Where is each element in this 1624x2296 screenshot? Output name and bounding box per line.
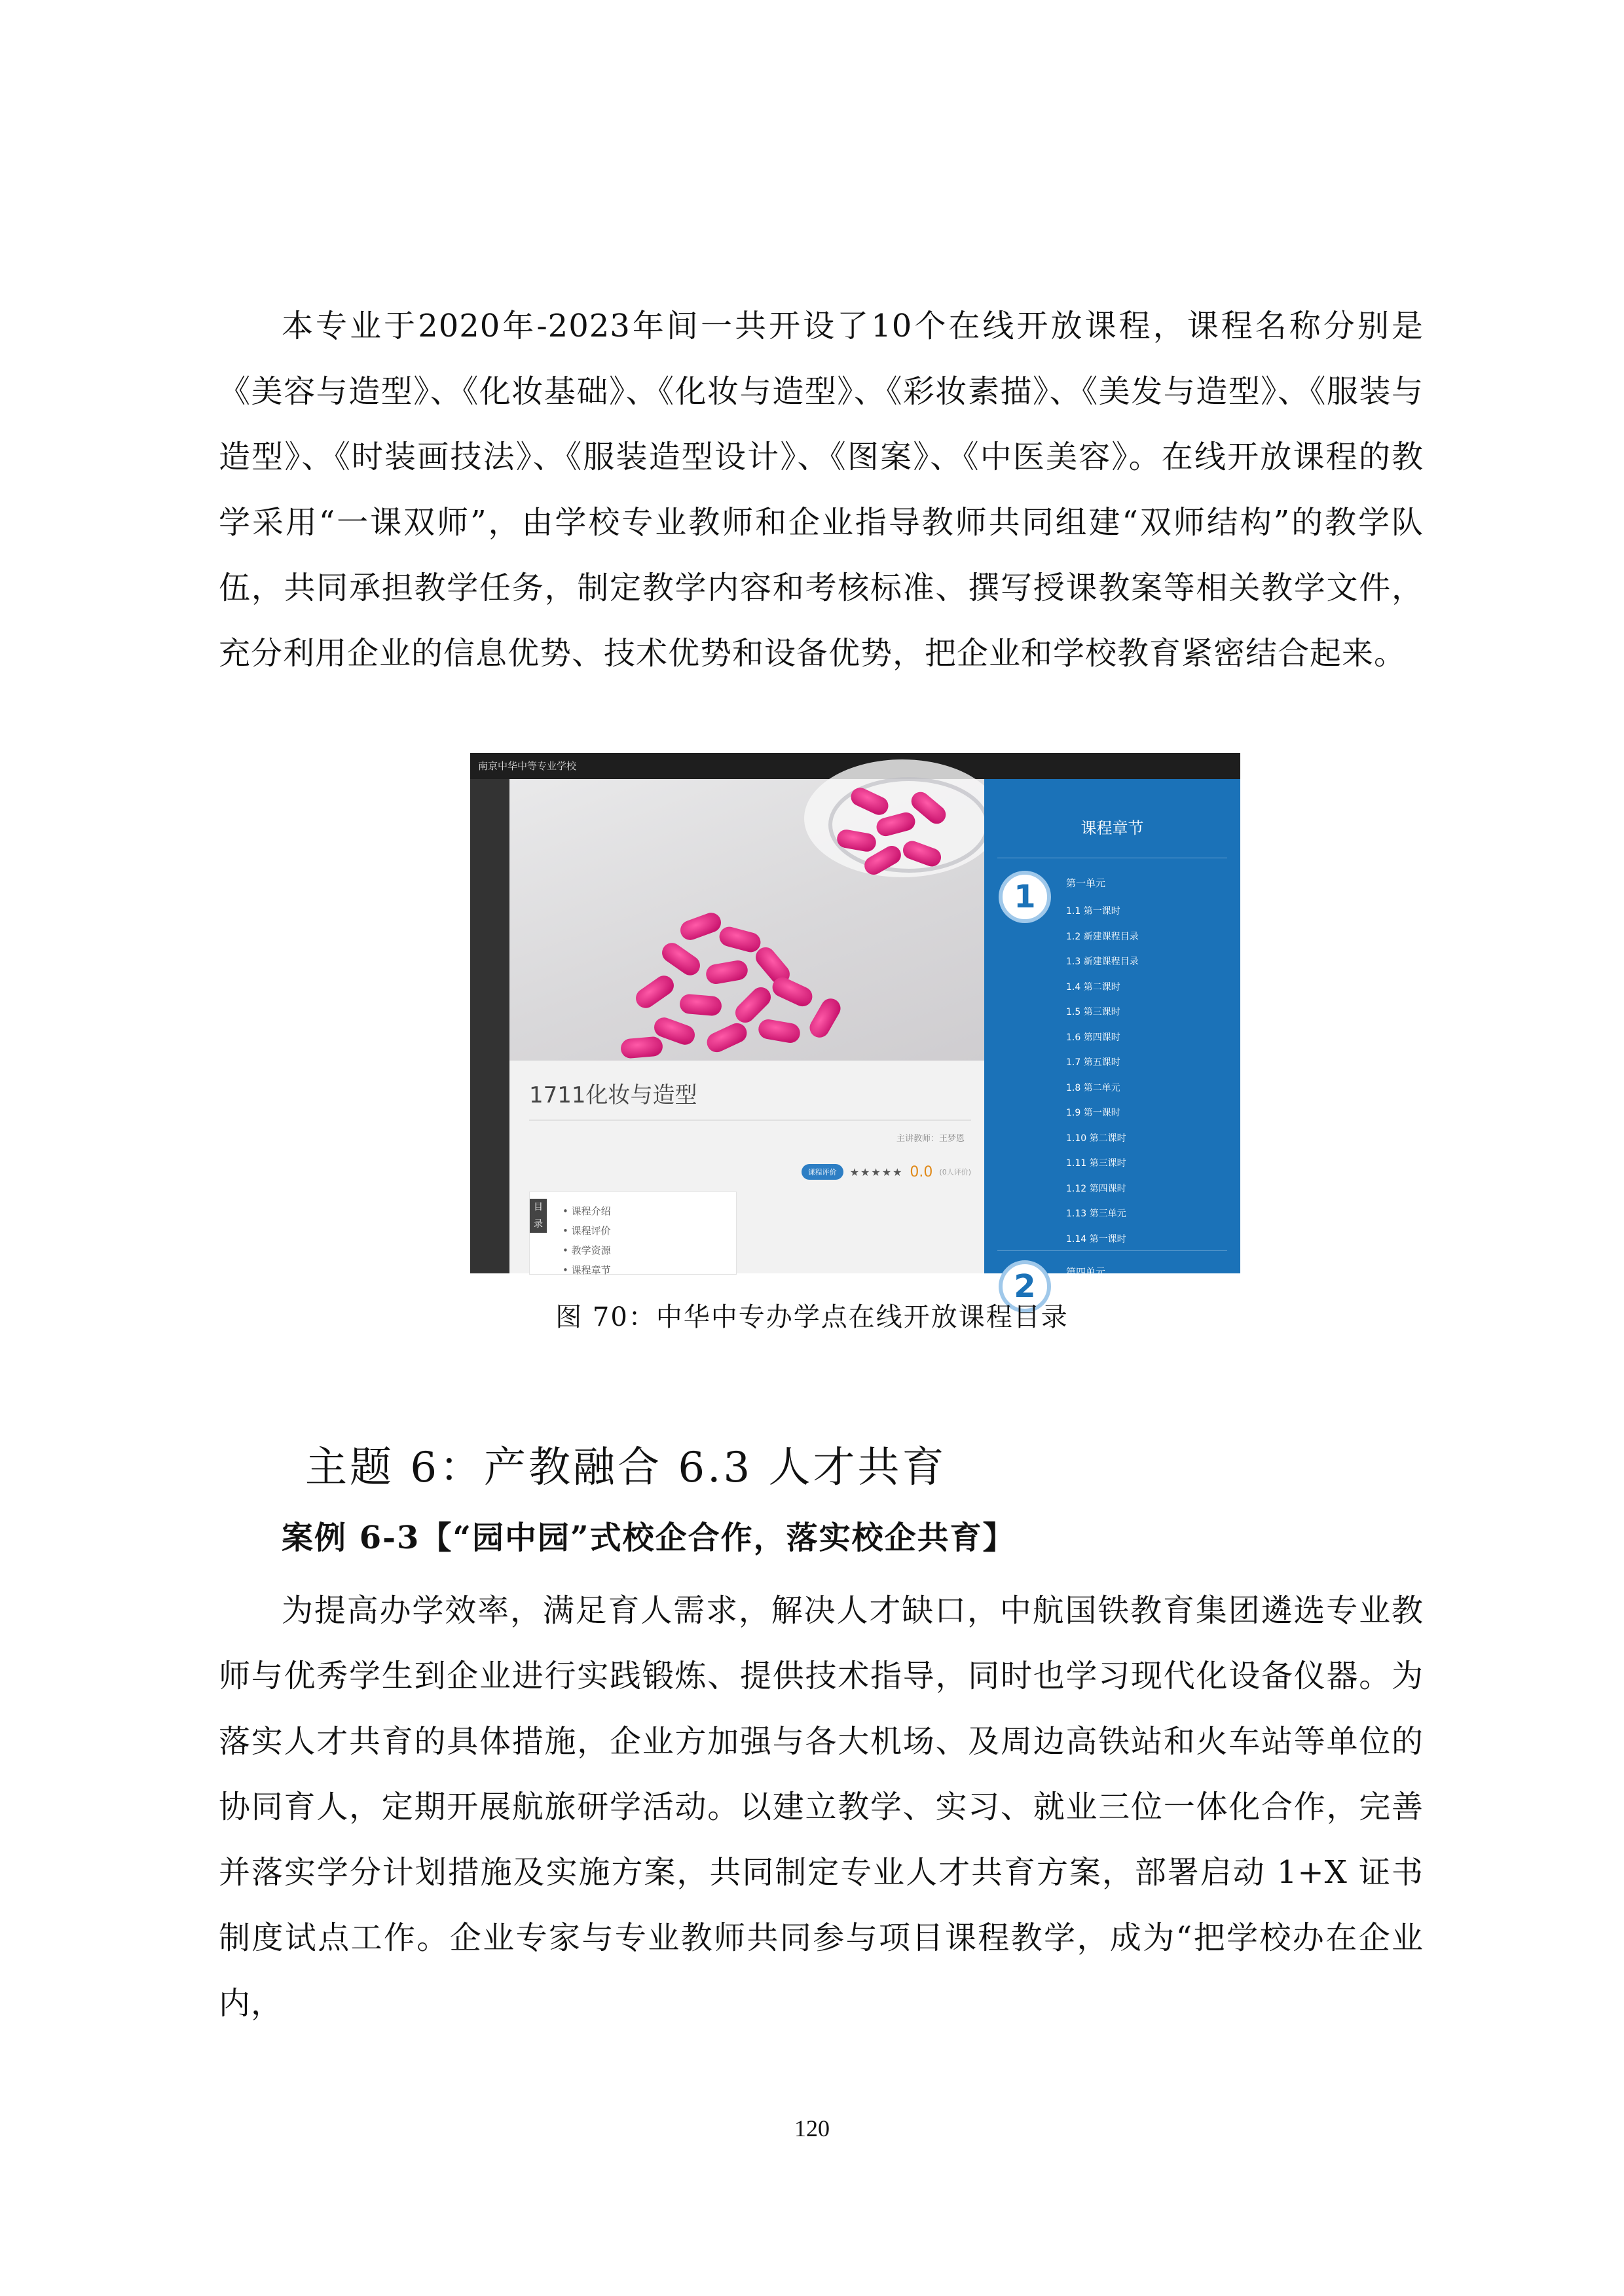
unit-label[interactable]: 第四单元: [1066, 1266, 1106, 1278]
unit-label[interactable]: 第一单元: [1066, 877, 1106, 889]
lesson-item[interactable]: 1.9 第一课时: [1066, 1108, 1120, 1118]
lesson-item[interactable]: 1.2 新建课程目录: [1066, 931, 1139, 942]
toc-list: [563, 1201, 611, 1280]
lesson-item[interactable]: 1.11 第三课时: [1066, 1158, 1126, 1169]
toc-tag: 目录: [530, 1199, 547, 1233]
star-rating[interactable]: ★★★★★: [849, 1165, 904, 1178]
pink-pills-photo: [509, 779, 984, 1061]
course-screenshot-figure: [470, 753, 1240, 1305]
unit-number-badge: 2: [999, 1260, 1051, 1313]
toc-item[interactable]: • 课程评价: [563, 1221, 611, 1241]
table-of-contents-box: [529, 1192, 737, 1275]
rating-count: (0人评价): [939, 1168, 971, 1176]
lesson-item[interactable]: 1.7 第五课时: [1066, 1057, 1120, 1068]
lesson-item[interactable]: 1.1 第一课时: [1066, 906, 1120, 917]
rate-course-button[interactable]: 课程评价: [802, 1164, 843, 1180]
figure-caption: 图 70：中华中专办学点在线开放课程目录: [555, 1302, 1069, 1332]
toc-item[interactable]: • 教学资源: [563, 1241, 611, 1260]
lesson-item[interactable]: 1.12 第四课时: [1066, 1183, 1126, 1194]
teacher-label: 主讲教师：王梦恩: [896, 1134, 965, 1144]
lesson-item[interactable]: 1.5 第三课时: [1066, 1007, 1120, 1017]
case-paragraph: 为提高办学效率，满足育人需求，解决人才缺口，中航国铁教育集团遴选专业教师与优秀学生到企业进行实践锻炼、提供技术指导，同时也学习现代化设备仪器。为落实人才共育的具体措施，企业方加强与各大机场、及周边高铁站和火车站等单位的协同育人，定期开展航旅研学活动。以建立教学、实习、就业三位一体化合作，完善并落实学分计划措施及实施方案，共同制定专业人才共育方案，部署启动 1+X 证书制度试点工作。企业专家与专业教师共同参与项目课程教学，成为“把学校办在企业内，: [219, 1592, 1424, 2022]
title-divider: [529, 1120, 971, 1121]
page-number: 120: [794, 2115, 830, 2141]
unit-number-badge: 1: [999, 871, 1051, 923]
course-main-panel: [509, 779, 984, 1276]
course-chapters-sidebar: [984, 779, 1240, 1305]
lesson-item[interactable]: 1.6 第四课时: [1066, 1032, 1120, 1043]
toc-item[interactable]: • 课程介绍: [563, 1201, 611, 1221]
toc-item[interactable]: • 课程章节: [563, 1260, 611, 1280]
lesson-list: [1066, 899, 1139, 1252]
lesson-item[interactable]: 1.4 第二课时: [1066, 981, 1120, 993]
section-heading: 主题 6：产教融合 6.3 人才共育: [305, 1444, 947, 1492]
sidebar-divider: [997, 1250, 1227, 1251]
course-title: 1711化妆与造型: [529, 1082, 697, 1108]
sidebar-title: 课程章节: [1080, 819, 1144, 837]
lesson-item[interactable]: 1.13 第三单元: [1066, 1209, 1126, 1219]
site-header-bar: 南京中华中等专业学校: [470, 753, 1240, 779]
intro-paragraph: 本专业于2020年-2023年间一共开设了10个在线开放课程，课程名称分别是《美容与造型》、《化妆基础》、《化妆与造型》、《彩妆素描》、《美发与造型》、《服装与造型》、《时装画技法》、《服装造型设计》、《图案》、《中医美容》。在线开放课程的教学采用“一课双师”，由学校专业教师和企业指导教师共同组建“双师结构”的教学队伍，共同承担教学任务，制定教学内容和考核标准、撰写授课教案等相关教学文件，充分利用企业的信息优势、技术优势和设备优势，把企业和学校教育紧密结合起来。: [219, 308, 1424, 672]
case-subheading: 案例 6-3【“园中园”式校企合作，落实校企共育】: [282, 1520, 1016, 1556]
lesson-item[interactable]: 1.3 新建课程目录: [1066, 957, 1139, 967]
left-dark-margin: [470, 779, 509, 1273]
rating-row: [802, 1162, 971, 1182]
lesson-item[interactable]: 1.10 第二课时: [1066, 1133, 1126, 1144]
lesson-item[interactable]: 1.8 第二单元: [1066, 1082, 1120, 1093]
lesson-item[interactable]: 1.14 第一课时: [1066, 1233, 1126, 1245]
rating-score: 0.0: [910, 1163, 933, 1180]
course-cover-image: [509, 779, 984, 1061]
